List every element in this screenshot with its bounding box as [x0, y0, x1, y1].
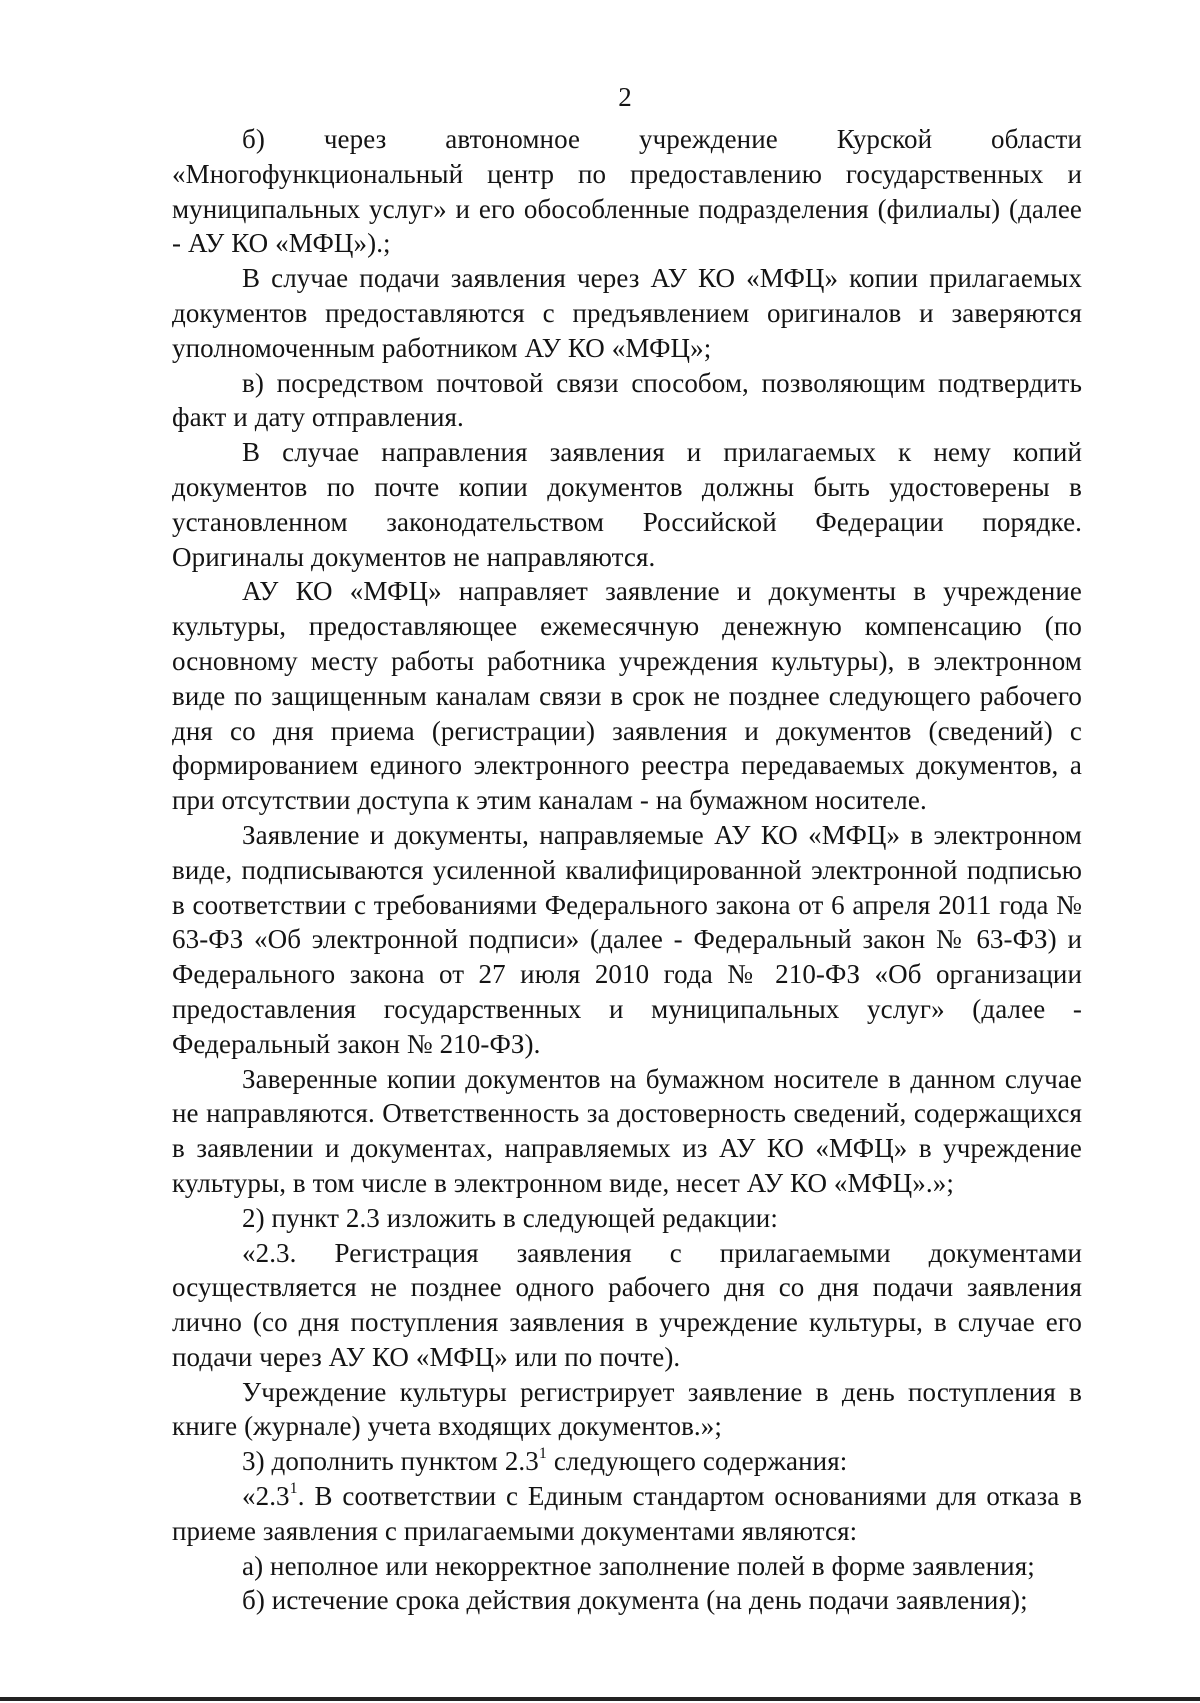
page-number: 2 [618, 82, 632, 112]
list-item: б) истечение срока действия документа (на день подачи заявления); [242, 1585, 1028, 1616]
paragraph: б) через автономное учреждение Курской области «Многофункциональный центр по предоставлению государственных и муниципальных услуг» и его обособленные подразделения (филиалы) (далее - АУ КО «МФЦ»).; [172, 124, 1082, 259]
superscript: 1 [289, 1480, 298, 1498]
item-2-3-1-text-rest: . В соответствии с Единым стандартом основаниями для отказа в приеме заявления с прилагаемыми документами являются: [172, 1481, 1082, 1546]
paragraph: В случае направления заявления и прилагаемых к нему копий документов по почте копии документов должны быть удостоверены в установленном законодательством Российской Федерации порядке. Оригиналы документов не направляются. [172, 437, 1082, 572]
paragraph: В случае подачи заявления через АУ КО «МФЦ» копии прилагаемых документов предоставляются с предъявлением оригиналов и заверяются уполномоченным работником АУ КО «МФЦ»; [172, 263, 1082, 363]
paragraph-item-2-3-1 [172, 1479, 1082, 1549]
document-body [172, 122, 1082, 1618]
paragraph: Заявление и документы, направляемые АУ КО «МФЦ» в электронном виде, подписываются усиленной квалифицированной электронной подписью в соответствии с требованиями Федерального закона от 6 апреля 2011 года № 63-ФЗ «Об электронной подписи» (далее - Федеральный закон № 63-ФЗ) и Федерального закона от 27 июля 2010 года № 210-ФЗ «Об организации предоставления государственных и муниципальных услуг» (далее - Федеральный закон № 210-ФЗ). [172, 819, 1082, 1059]
page-bottom-edge [0, 1697, 1200, 1701]
paragraph: в) посредством почтовой связи способом, позволяющим подтвердить факт и дату отправления. [172, 367, 1082, 433]
paragraph: Заверенные копии документов на бумажном носителе в данном случае не направляются. Ответственность за достоверность сведений, содержащихся в заявлении и документах, направляемых из АУ КО «МФЦ» в учреждение культуры, в том числе в электронном виде, несет АУ КО «МФЦ».»; [172, 1063, 1082, 1198]
item-3-text-rest: следующего содержания: [547, 1446, 848, 1477]
item-2-3-1-text: «2.3 [242, 1481, 290, 1512]
list-item: а) неполное или некорректное заполнение полей в форме заявления; [242, 1550, 1035, 1581]
item-3-text: 3) дополнить пунктом 2.3 [242, 1446, 539, 1477]
paragraph-item-3 [172, 1444, 1082, 1479]
superscript: 1 [538, 1445, 547, 1463]
paragraph: 2) пункт 2.3 изложить в следующей редакции: [242, 1202, 778, 1233]
paragraph: АУ КО «МФЦ» направляет заявление и документы в учреждение культуры, предоставляющее ежемесячную денежную компенсацию (по основному месту работы работника учреждения культуры), в электронном виде по защищенным каналам связи в срок не позднее следующего рабочего дня со дня приема (регистрации) заявления и документов (сведений) с формированием единого электронного реестра передаваемых документов, а при отсутствии доступа к этим каналам - на бумажном носителе. [172, 576, 1082, 816]
paragraph: «2.3. Регистрация заявления с прилагаемыми документами осуществляется не позднее одного рабочего дня со дня подачи заявления лично (со дня поступления заявления в учреждение культуры, в случае его подачи через АУ КО «МФЦ» или по почте). [172, 1237, 1082, 1372]
paragraph: Учреждение культуры регистрирует заявление в день поступления в книге (журнале) учета входящих документов.»; [172, 1376, 1082, 1442]
